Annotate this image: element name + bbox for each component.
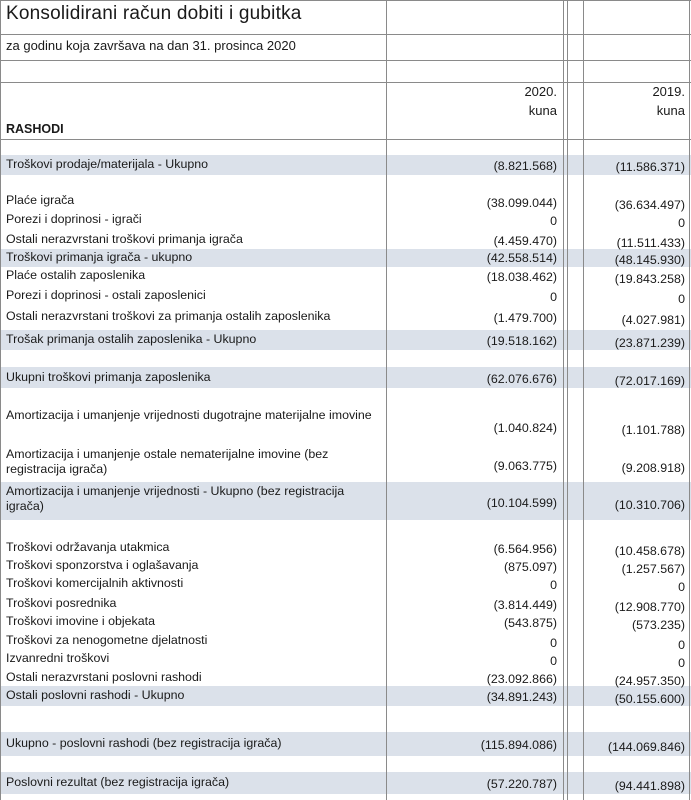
row-value-2019: (48.145.930) (614, 253, 685, 267)
row-label: Amortizacija i umanjenje ostale nematerijalne imovine (bez registracija igrača) (6, 447, 329, 476)
row-value-2020: (18.038.462) (486, 270, 557, 284)
row-value-2020: (19.518.162) (486, 334, 557, 348)
row-value-2020: (1.040.824) (493, 421, 557, 435)
row-value-2019: 0 (678, 216, 685, 230)
row-label: Poslovni rezultat (bez registracija igrača) (6, 775, 230, 789)
row-value-2019: (50.155.600) (614, 692, 685, 706)
row-label: Ukupno - poslovni rashodi (bez registracija igrača) (6, 736, 282, 750)
row-value-2020: (4.459.470) (493, 234, 557, 248)
row-label: Troškovi održavanja utakmica (6, 540, 170, 554)
row-label: Porezi i doprinosi - ostali zaposlenici (6, 288, 206, 302)
row-label: Troškovi za nenogometne djelatnosti (6, 633, 208, 647)
row-label: Plaće igrača (6, 193, 75, 207)
row-value-2020: (1.479.700) (493, 311, 557, 325)
row-value-2020: 0 (550, 214, 557, 228)
statement-title: Konsolidirani račun dobiti i gubitka (6, 3, 302, 24)
grid-vline (567, 0, 568, 800)
row-value-2019: (24.957.350) (614, 674, 685, 688)
row-value-2019: (94.441.898) (614, 779, 685, 793)
grid-vline (563, 0, 564, 800)
row-value-2020: (57.220.787) (486, 777, 557, 791)
grid-hline (0, 82, 691, 83)
row-value-2020: (42.558.514) (486, 251, 557, 265)
row-value-2019: (36.634.497) (614, 198, 685, 212)
row-value-2019: 0 (678, 638, 685, 652)
row-value-2020: (34.891.243) (486, 690, 557, 704)
row-value-2019: (10.310.706) (614, 498, 685, 512)
row-label: Troškovi primanja igrača - ukupno (6, 250, 193, 264)
row-value-2020: (38.099.044) (486, 196, 557, 210)
row-value-2020: (543.875) (503, 616, 557, 630)
row-value-2019: (4.027.981) (621, 313, 685, 327)
row-value-2020: (3.814.449) (493, 598, 557, 612)
row-value-2019: (144.069.846) (607, 740, 685, 754)
row-value-2020: (115.894.086) (480, 738, 557, 752)
col-2020-year: 2020. (524, 84, 557, 99)
row-value-2019: (9.208.918) (621, 461, 685, 475)
row-label: Ukupni troškovi primanja zaposlenika (6, 370, 211, 384)
row-value-2020: (62.076.676) (486, 372, 557, 386)
row-value-2019: (10.458.678) (614, 544, 685, 558)
row-value-2019: (11.586.371) (615, 160, 685, 174)
grid-hline (0, 34, 691, 35)
row-value-2020: (23.092.866) (486, 672, 557, 686)
grid-hline (0, 0, 691, 1)
grid-vline (583, 0, 584, 800)
row-label: Ostali nerazvrstani poslovni rashodi (6, 670, 202, 684)
row-label: Ostali nerazvrstani troškovi primanja igrača (6, 232, 243, 246)
row-value-2019: (12.908.770) (614, 600, 685, 614)
row-label: Izvanredni troškovi (6, 651, 110, 665)
row-label: Troškovi imovine i objekata (6, 614, 155, 628)
row-value-2020: (10.104.599) (486, 496, 557, 510)
row-value-2019: 0 (678, 656, 685, 670)
row-value-2020: 0 (550, 578, 557, 592)
row-value-2019: (19.843.258) (614, 272, 685, 286)
row-label: Troškovi komercijalnih aktivnosti (6, 576, 184, 590)
row-value-2020: (875.097) (503, 560, 557, 574)
row-value-2020: (9.063.775) (493, 459, 557, 473)
row-label: Troškovi prodaje/materijala - Ukupno (6, 157, 209, 171)
row-value-2019: (11.511.433) (616, 236, 685, 250)
col-2019-unit: kuna (656, 103, 685, 118)
row-label: Amortizacija i umanjenje vrijednosti dugotrajne materijalne imovine (6, 408, 372, 422)
row-value-2020: (6.564.956) (493, 542, 557, 556)
row-value-2019: (23.871.239) (614, 336, 685, 350)
grid-hline (0, 60, 691, 61)
row-label: Troškovi posrednika (6, 596, 117, 610)
statement-subtitle: za godinu koja završava na dan 31. prosinca 2020 (6, 38, 296, 53)
col-2020-unit: kuna (528, 103, 557, 118)
row-value-2020: 0 (550, 290, 557, 304)
row-value-2020: 0 (550, 636, 557, 650)
row-label: Troškovi sponzorstva i oglašavanja (6, 558, 199, 572)
col-2019-year: 2019. (652, 84, 685, 99)
row-label: Ostali nerazvrstani troškovi za primanja ostalih zaposlenika (6, 309, 331, 323)
row-value-2019: (573.235) (631, 618, 685, 632)
row-label: Trošak primanja ostalih zaposlenika - Ukupno (6, 332, 257, 346)
row-value-2020: (8.821.568) (493, 159, 557, 173)
row-label: Porezi i doprinosi - igrači (6, 212, 142, 226)
row-value-2019: (72.017.169) (614, 374, 685, 388)
grid-vline (689, 0, 690, 800)
row-value-2019: 0 (678, 580, 685, 594)
row-label: Plaće ostalih zaposlenika (6, 268, 146, 282)
row-value-2019: (1.101.788) (621, 423, 685, 437)
row-label: Amortizacija i umanjenje vrijednosti - Ukupno (bez registracija igrača) (6, 484, 345, 513)
grid-vline (386, 0, 387, 800)
section-heading: RASHODI (6, 122, 64, 136)
row-value-2019: 0 (678, 292, 685, 306)
grid-hline (0, 139, 691, 140)
row-label: Ostali poslovni rashodi - Ukupno (6, 688, 185, 702)
grid-vline (0, 0, 1, 800)
row-value-2020: 0 (550, 654, 557, 668)
row-value-2019: (1.257.567) (621, 562, 685, 576)
